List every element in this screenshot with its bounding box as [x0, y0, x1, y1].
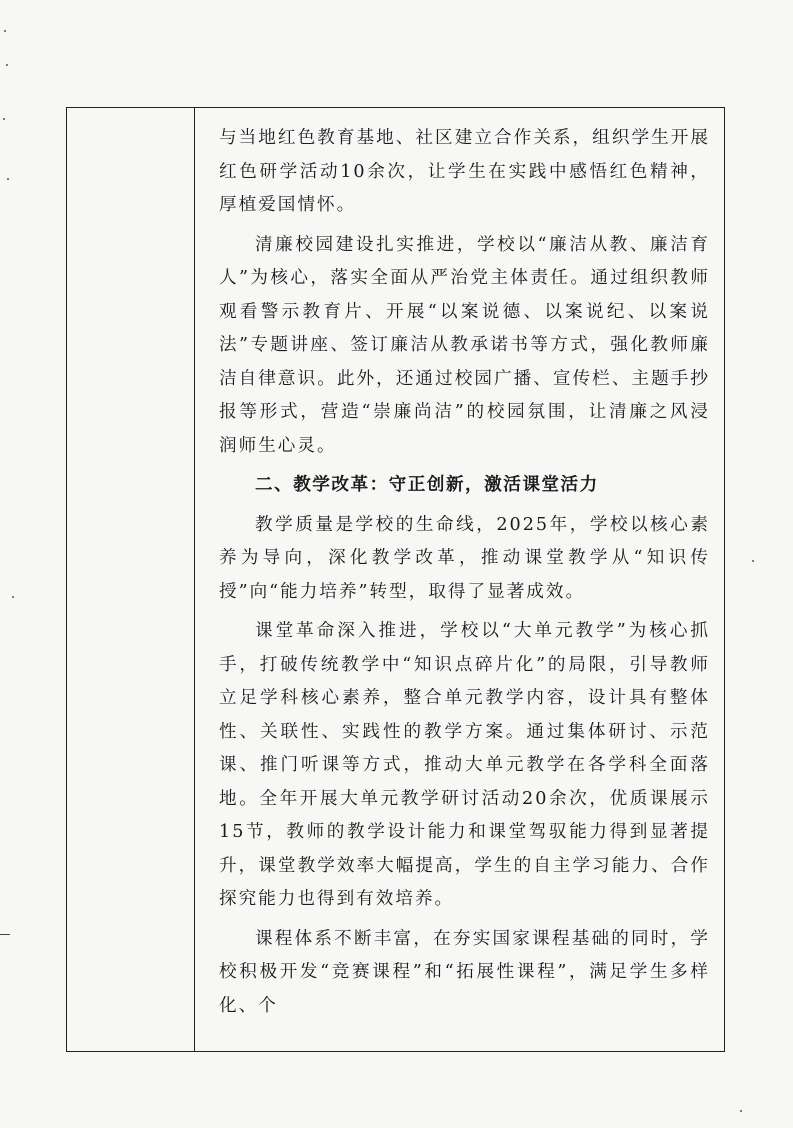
scan-speck	[4, 30, 6, 32]
edge-mark	[0, 934, 10, 935]
table-label-column	[67, 108, 195, 1051]
paragraph-curriculum: 课程体系不断丰富，在夯实国家课程基础的同时，学校积极开发“竞赛课程”和“拓展性课程”，满足学生多样化、个	[219, 928, 710, 1016]
section-heading-teaching-reform: 二、教学改革：守正创新，激活课堂活力	[255, 475, 599, 495]
scan-speck	[752, 560, 754, 562]
scan-speck	[7, 178, 9, 180]
table-content-cell	[219, 108, 710, 1023]
form-table	[66, 107, 725, 1052]
scan-speck	[740, 1110, 742, 1112]
scan-speck	[6, 64, 8, 66]
paragraph-continuation: 与当地红色教育基地、社区建立合作关系，组织学生开展红色研学活动10余次，让学生在实践中感悟红色精神，厚植爱国情怀。	[219, 128, 710, 215]
paragraph-teaching-quality: 教学质量是学校的生命线，2025年，学校以核心素养为导向，深化教学改革，推动课堂教学从“知识传授”向“能力培养”转型，取得了显著成效。	[219, 514, 710, 602]
paragraph-clean-campus: 清廉校园建设扎实推进，学校以“廉洁从教、廉洁育人”为核心，落实全面从严治党主体责任。通过组织教师观看警示教育片、开展“以案说德、以案说纪、以案说法”专题讲座、签订廉洁从教承诺书等方式，强化教师廉洁自律意识。此外，还通过校园广播、宣传栏、主题手抄报等形式，营造“崇廉尚洁”的校园氛围，让清廉之风浸润师生心灵。	[219, 234, 710, 456]
paragraph-classroom-revolution: 课堂革命深入推进，学校以“大单元教学”为核心抓手，打破传统教学中“知识点碎片化”的局限，引导教师立足学科核心素养，整合单元教学内容，设计具有整体性、关联性、实践性的教学方案。通过集体研讨、示范课、推门听课等方式，推动大单元教学在各学科全面落地。全年开展大单元教学研讨活动20余次，优质课展示15节，教师的教学设计能力和课堂驾驭能力得到显著提升，课堂教学效率大幅提高，学生的自主学习能力、合作探究能力也得到有效培养。	[219, 621, 710, 909]
scan-speck	[3, 118, 5, 120]
scan-speck	[12, 596, 14, 598]
